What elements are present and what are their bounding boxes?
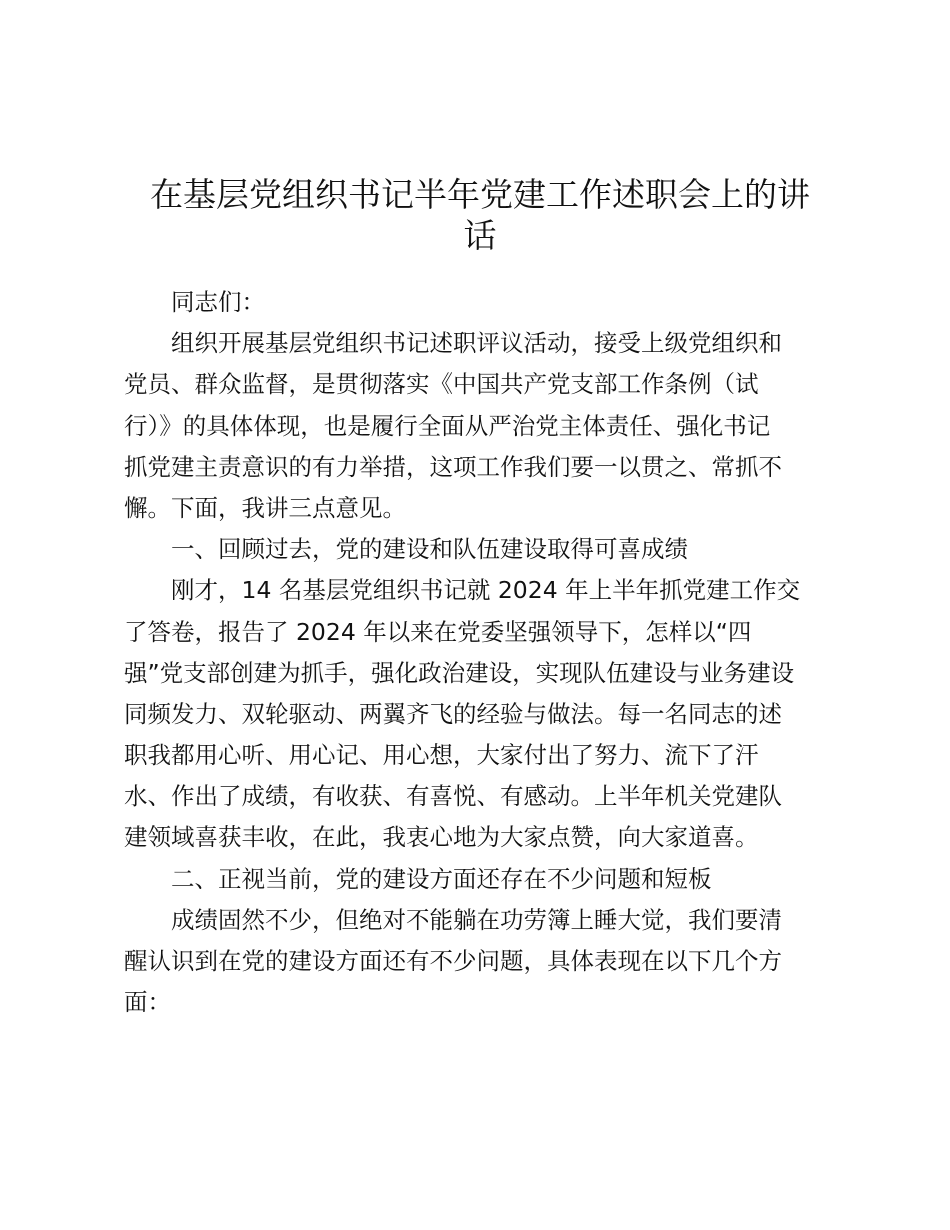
paragraph-line: 刚才，14 名基层党组织书记就 2024 年上半年抓党建工作交 [171, 576, 801, 605]
section-heading: 二、正视当前，党的建设方面还存在不少问题和短板 [171, 864, 712, 893]
paragraph-line: 建领域喜获丰收，在此，我衷心地为大家点赞，向大家道喜。 [124, 823, 759, 852]
paragraph-line: 醒认识到在党的建设方面还有不少问题，具体表现在以下几个方 [124, 947, 782, 975]
paragraph-line: 强”党支部创建为抓手，强化政治建设，实现队伍建设与业务建设 [124, 658, 795, 687]
paragraph-line: 组织开展基层党组织书记述职评议活动，接受上级党组织和 [171, 329, 782, 358]
paragraph-line: 抓党建主责意识的有力举措，这项工作我们要一以贯之、常抓不 [124, 452, 782, 481]
salutation: 同志们： [171, 288, 265, 316]
title-line: 在基层党组织书记半年党建工作述职会上的讲 [150, 175, 810, 214]
document-body [124, 282, 836, 1023]
paragraph-line: 了答卷，报告了 2024 年以来在党委坚强领导下，怎样以“四 [124, 617, 752, 646]
title-line: 话 [463, 216, 497, 256]
paragraph-line: 成绩固然不少，但绝对不能躺在功劳簿上睡大觉，我们要清 [171, 905, 782, 934]
paragraph-line: 行）》的具体体现，也是履行全面从严治党主体责任、强化书记 [124, 411, 771, 440]
paragraph-line: 面： [124, 988, 171, 1017]
document-title [122, 168, 838, 256]
paragraph-line: 同频发力、双轮驱动、两翼齐飞的经验与做法。每一名同志的述 [124, 699, 782, 728]
paragraph-line: 水、作出了成绩，有收获、有喜悦、有感动。上半年机关党建队 [124, 782, 782, 811]
section-heading: 一、回顾过去，党的建设和队伍建设取得可喜成绩 [171, 535, 688, 564]
paragraph-line: 懈。下面，我讲三点意见。 [124, 493, 406, 522]
paragraph-line: 职我都用心听、用心记、用心想，大家付出了努力、流下了汗 [124, 741, 759, 770]
paragraph-line: 党员、群众监督，是贯彻落实《中国共产党支部工作条例（试 [124, 370, 759, 399]
